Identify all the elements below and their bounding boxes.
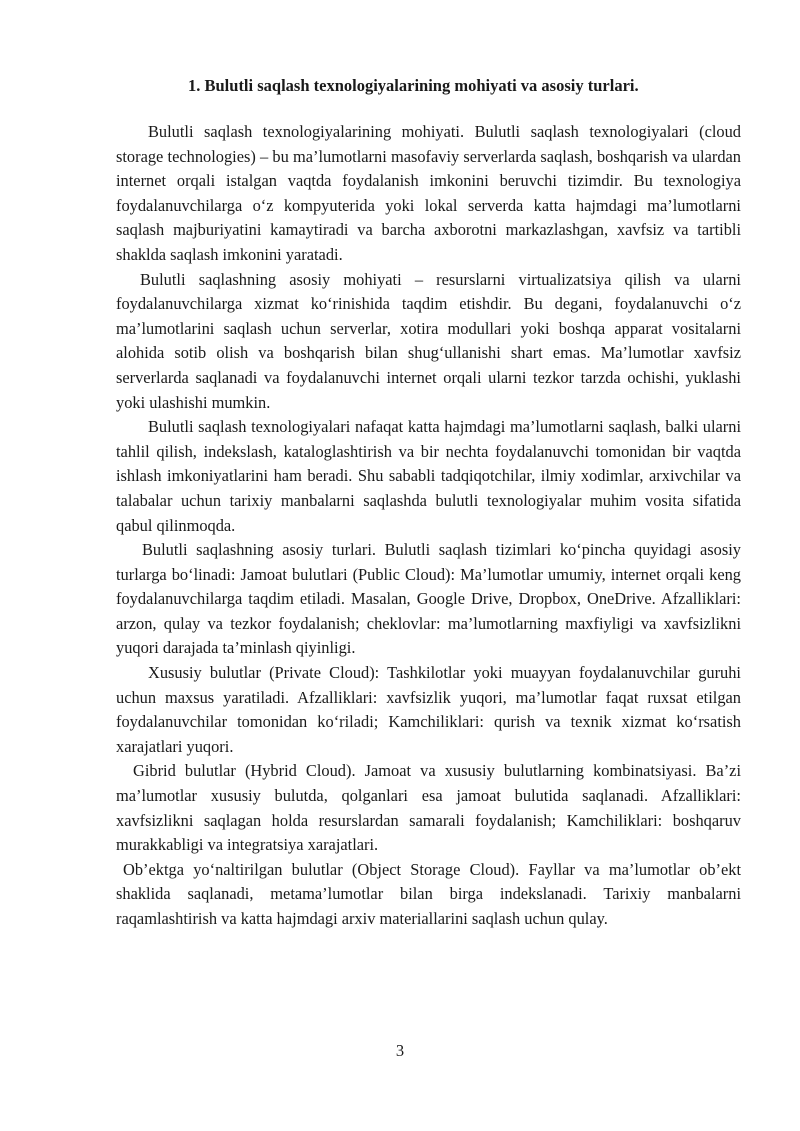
section-heading: 1. Bulutli saqlash texnologiyalarining mohiyati va asosiy turlari.: [188, 76, 639, 95]
page-number: 3: [395, 1041, 405, 1060]
paragraph-types-hybrid: Gibrid bulutlar (Hybrid Cloud). Jamoat va xususiy bulutlarning kombinatsiyasi. Ba’zi ma’lumotlar xususiy bulutda, qolganlari esa jamoat bulutida saqlanadi. Afzalliklari: xavfsizlikni saqlagan holda resurslardan samarali foydalanish; Kamchiliklari: boshqaruv murakkabligi va integratsiya xarajatlari.: [116, 761, 741, 855]
paragraph-essence-virtualization: Bulutli saqlashning asosiy mohiyati – resurslarni virtualizatsiya qilish va ularni foydalanuvchilarga xizmat ko‘rinishida taqdim etishdir. Bu degani, foydalanuvchi o‘z ma’lumotlarini saqlash uchun serverlar, xotira modullari yoki boshqa apparat vositalarni alohida sotib olish va boshqarish bilan shug‘ullanishi shart emas. Ma’lumotlar xavfsiz serverlarda saqlanadi va foydalanuvchi internet orqali ularni tezkor tarzda ochishi, yuklashi yoki ulashishi mumkin.: [116, 269, 741, 412]
paragraph-essence-intro: Bulutli saqlash texnologiyalarining mohiyati. Bulutli saqlash texnologiyalari (cloud storage technologies) – bu ma’lumotlarni masofaviy serverlarda saqlash, boshqarish va ulardan internet orqali istalgan vaqtda foydalanish imkonini beruvchi tizimdir. Bu texnologiya foydalanuvchilarga o‘z kompyuterida yoki lokal serverda katta hajmdagi ma’lumotlarni saqlash majburiyatini kamaytiradi va barcha axborotni markazlashgan, xavfsiz va tartibli shaklda saqlash imkonini yaratadi.: [116, 122, 741, 264]
body-text: [116, 120, 741, 932]
paragraph-types-object: Ob’ektga yo‘naltirilgan bulutlar (Object Storage Cloud). Fayllar va ma’lumotlar ob’ekt shaklida saqlanadi, metama’lumotlar bilan birga indekslanadi. Tarixiy manbalarni raqamlashtirish va katta hajmdagi arxiv materiallarini saqlash uchun qulay.: [116, 859, 741, 928]
paragraph-types-private: Xususiy bulutlar (Private Cloud): Tashkilotlar yoki muayyan foydalanuvchilar guruhi uchun maxsus yaratiladi. Afzalliklari: xavfsizlik yuqori, ma’lumotlar faqat ruxsat etilgan foydalanuvchilar tomonidan ko‘riladi; Kamchiliklari: qurish va texnik xizmat ko‘rsatish xarajatlari yuqori.: [116, 663, 741, 756]
paragraph-types-public: Bulutli saqlashning asosiy turlari. Bulutli saqlash tizimlari ko‘pincha quyidagi asosiy turlarga bo‘linadi: Jamoat bulutlari (Public Cloud): Ma’lumotlar umumiy, internet orqali keng foydalanuvchilarga taqdim etiladi. Masalan, Google Drive, Dropbox, OneDrive. Afzalliklari: arzon, qulay va tezkor foydalanish; cheklovlar: ma’lumotlarning maxfiyligi va xavfsizlikni yuqori darajada ta’minlash qiyinligi.: [116, 540, 741, 658]
paragraph-capabilities: Bulutli saqlash texnologiyalari nafaqat katta hajmdagi ma’lumotlarni saqlash, balki ularni tahlil qilish, indekslash, kataloglashtirish va bir nechta foydalanuvchi tomonidan bir vaqtda ishlash imkoniyatlarini ham beradi. Shu sababli tadqiqotchilar, ilmiy xodimlar, arxivchilar va talabalar uchun tarixiy manbalarni saqlashda bulutli texnologiyalar muhim vosita sifatida qabul qilinmoqda.: [116, 417, 741, 535]
